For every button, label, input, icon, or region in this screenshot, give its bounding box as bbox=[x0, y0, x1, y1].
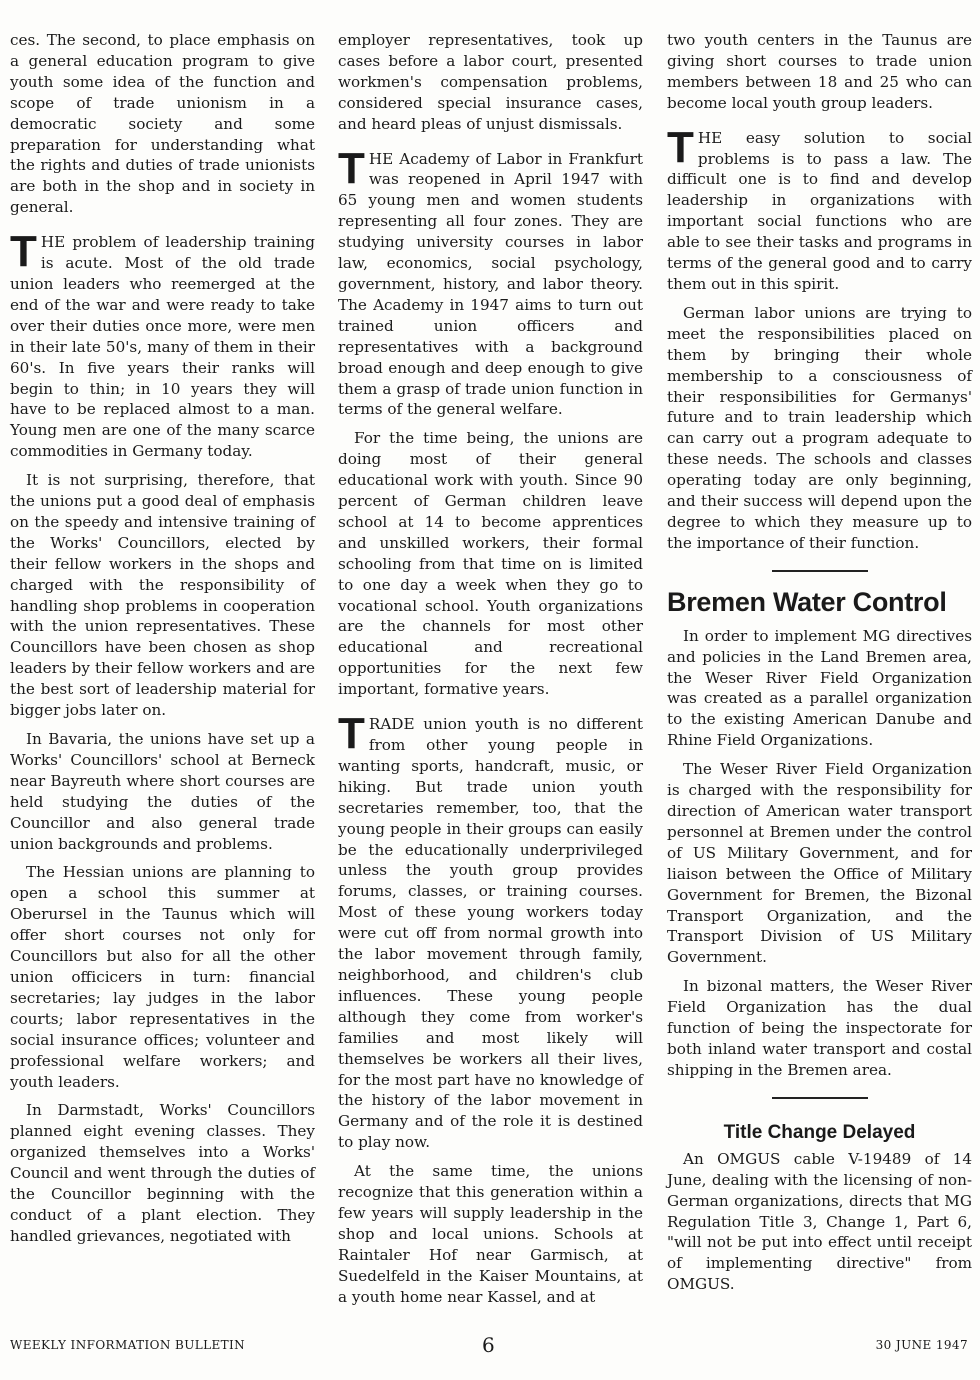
paragraph-text: RADE union youth is no different from other young people in wanting sports, handcraft, music, or hiking. But trade union youth secretaries remember, too, that the young people in their groups can easily be the educationally underprivileged unless the youth group provides forums, classes, or training courses. Most of these young workers today were cut off from normal growth into the labor movement through family, neighborhood, and children's club influences. These young people although they come from worker's families and most likely will themselves be workers all their lives, for the most part have no knowledge of the history of the labor movement in Germany and of the role it is destined to play now. bbox=[338, 715, 643, 1152]
paragraph: For the time being, the unions are doing most of their general educational work with youth. Since 90 percent of German children leave school at 14 to become apprentices and unskilled workers, their formal schooling from that time on is limited to one day a week when they go to vocational school. Youth organizations are the channels for most other educational and recreational opportunities for the next few important, formative years. bbox=[338, 429, 643, 699]
paragraph: An OMGUS cable V-19489 of 14 June, dealing with the licensing of non-German organizations, directs that MG Regulation Title 3, Change 1, Part 6, "will not be put into effect until receipt of implementing directive" from OMGUS. bbox=[667, 1149, 972, 1294]
paragraph: employer representatives, took up cases before a labor court, presented workmen's compensation problems, considered special insurance cases, and heard pleas of unjust dismissals. bbox=[338, 31, 643, 133]
drop-cap: T bbox=[10, 227, 37, 277]
drop-cap: T bbox=[338, 709, 365, 759]
column-2 bbox=[338, 30, 643, 1315]
paragraph: The Hessian unions are planning to open a school this summer at Oberursel in the Taunus which will offer short courses not only for Councillors but also for all the other union officicers in turn: financial secretaries; lay judges in the labor courts; labor representatives in the social insurance offices; volunteer and professional welfare workers; and youth leaders. bbox=[10, 863, 315, 1091]
paragraph-text: HE Academy of Labor in Frankfurt was reopened in April 1947 with 65 young men and women students representing all four zones. They are studying university courses in labor law, economics, social psychology, government, history, and labor theory. The Academy in 1947 aims to turn out trained union officers and representatives with a background broad enough and deep enough to give them a grasp of trade union function in terms of the general welfare. bbox=[338, 149, 643, 419]
footer-date: 30 JUNE 1947 bbox=[875, 1338, 968, 1352]
footer-publication: WEEKLY INFORMATION BULLETIN bbox=[10, 1338, 246, 1352]
paragraph: In Darmstadt, Works' Councillors planned eight evening classes. They organized themselves into a Works' Council and went through the duties of the Councillor beginning with the conduct of a plant election. They handled grievances, negotiated with bbox=[10, 1101, 315, 1245]
section-divider bbox=[772, 1097, 868, 1099]
column-3 bbox=[667, 30, 972, 1303]
paragraph: German labor unions are trying to meet the responsibilities placed on them by bringing their whole membership to a consciousness of their responsibilities for Germanys' future and to train leadership which can carry out a program adequate to these needs. The schools and classes operating today are only beginning, and their success will depend upon the degree to which they measure up to the importance of their function. bbox=[667, 303, 972, 552]
paragraph: It is not surprising, therefore, that the unions put a good deal of emphasis on the speedy and intensive training of the Works' Councillors, elected by their fellow workers in the shops and charged with the responsibility of handling shop problems in cooperation with the union representatives. These Councillors have been chosen as shop leaders by their fellow workers and are the best sort of leadership material for bigger jobs later on. bbox=[10, 471, 315, 720]
paragraph: In Bavaria, the unions have set up a Works' Councillors' school at Berneck near Bayreuth where short courses are held studying the duties of the Councillor and also general trade union backgrounds and problems. bbox=[10, 730, 315, 853]
paragraph-dropcap bbox=[338, 709, 643, 1153]
article-heading: Title Change Delayed bbox=[723, 1121, 916, 1143]
paragraph-text: HE easy solution to social problems is to pass a law. The difficult one is to find and develop leadership in organizations with important social functions who are able to see their tasks and programs in terms of the general good and to carry them out in this spirit. bbox=[667, 128, 972, 293]
column-1 bbox=[10, 30, 315, 1255]
paragraph: At the same time, the unions recognize that this generation within a few years will supply leadership in the shop and local unions. Schools at Raintaler Hof near Garmisch, at Suedelfeld in the Kaiser Mountains, at a youth home near Kassel, and at bbox=[338, 1162, 643, 1306]
drop-cap: T bbox=[667, 122, 694, 172]
paragraph-dropcap bbox=[10, 227, 315, 462]
page-number: 6 bbox=[482, 1333, 496, 1357]
paragraph: ces. The second, to place emphasis on a general education program to give youth some idea of the function and scope of trade unionism in a democratic society and some preparation for understanding what the rights and duties of trade unionists are both in the shop and in society in general. bbox=[10, 31, 315, 217]
paragraph: In bizonal matters, the Weser River Field Organization has the dual function of being the inspectorate for both inland water transport and costal shipping in the Bremen area. bbox=[667, 977, 972, 1079]
paragraph-dropcap bbox=[667, 122, 972, 295]
paragraph-dropcap bbox=[338, 143, 643, 421]
article-heading: Bremen Water Control bbox=[667, 586, 947, 617]
paragraph: In order to implement MG directives and policies in the Land Bremen area, the Weser River Field Organization was created as a parallel organization to the existing American Danube and Rhine Field Organizations. bbox=[667, 626, 972, 750]
paragraph: The Weser River Field Organization is charged with the responsibility for direction of American water transport personnel at Bremen under the control of US Military Government, and for liaison between the Office of Military Government for Bremen, the Bizonal Transport Organization, and the Transport Division of US Military Government. bbox=[667, 760, 972, 967]
drop-cap: T bbox=[338, 143, 365, 193]
section-divider bbox=[772, 570, 868, 572]
paragraph: two youth centers in the Taunus are giving short courses to trade union members between 18 and 25 who can become local youth group leaders. bbox=[667, 31, 972, 112]
paragraph-text: HE problem of leadership training is acute. Most of the old trade union leaders who reemerged at the end of the war and were ready to take over their duties once more, were men in their late 50's, many of them in their 60's. In five years their ranks will begin to thin; in 10 years they will have to be replaced almost to a man. Young men are one of the many scarce commodities in Germany today. bbox=[10, 233, 315, 461]
